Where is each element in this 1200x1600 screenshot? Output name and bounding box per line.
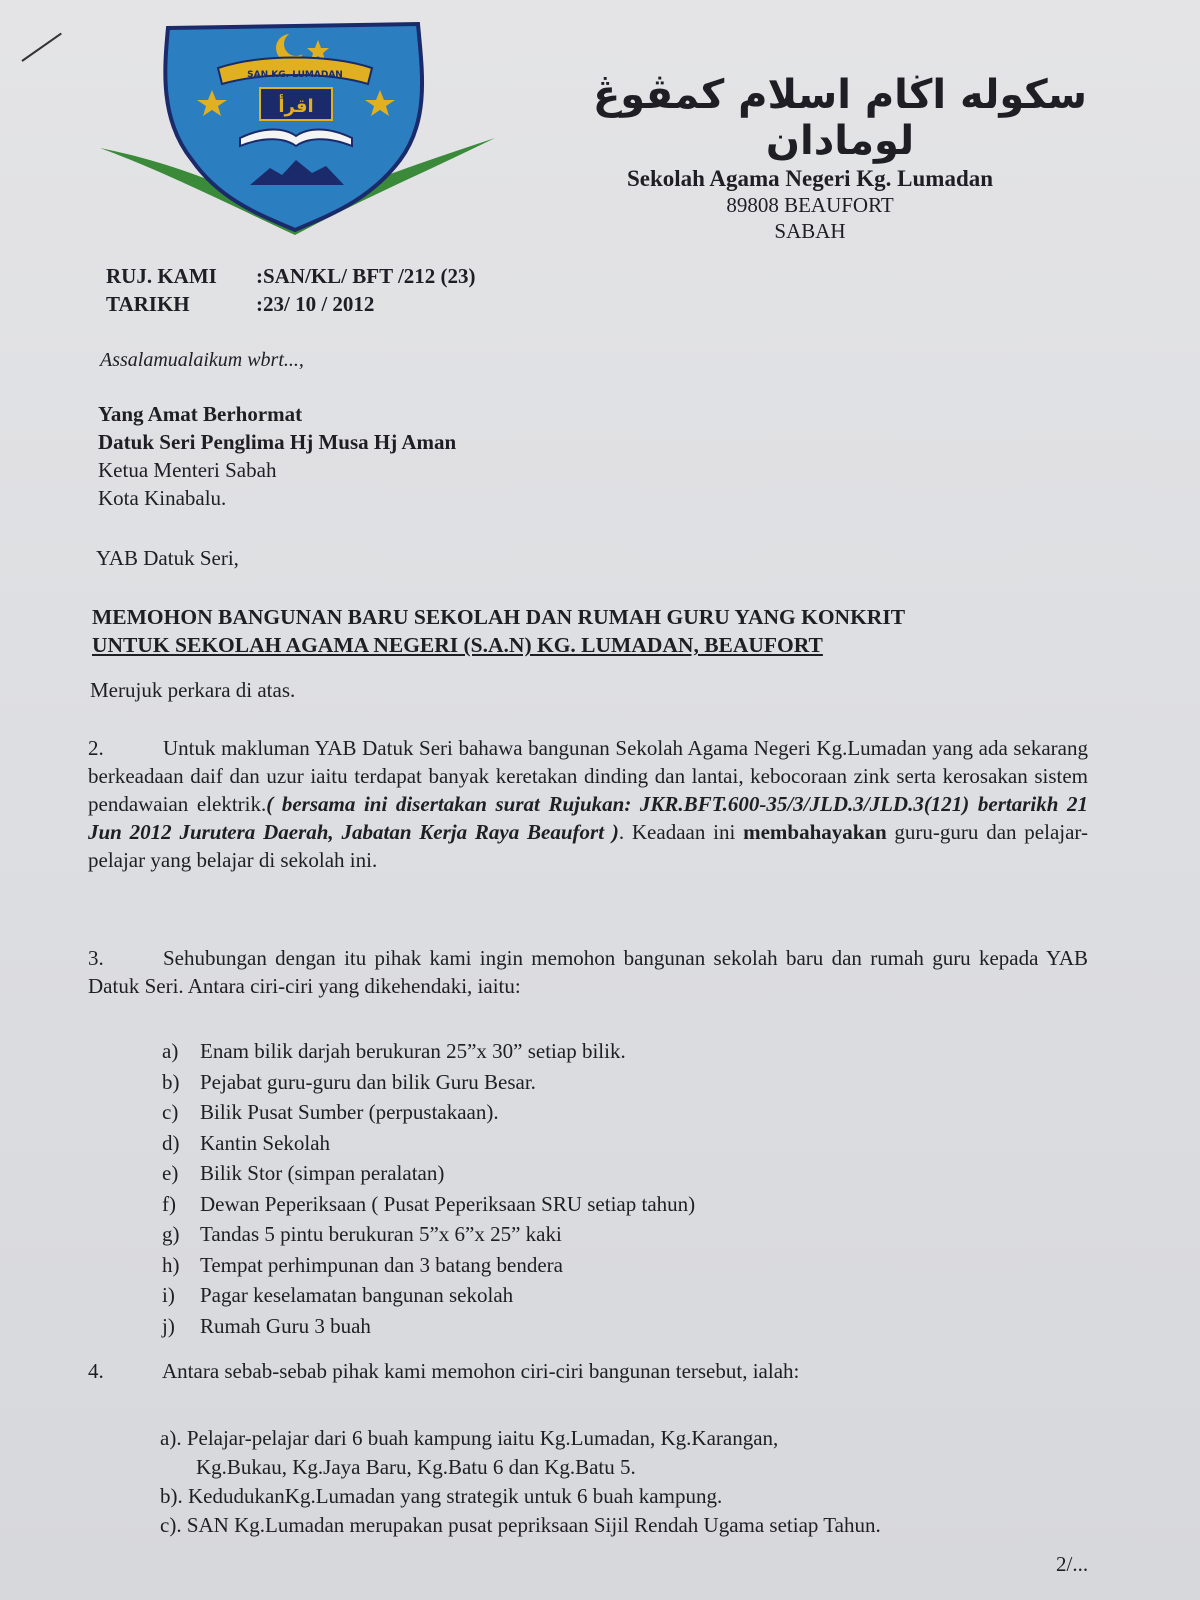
list-item: h) Tempat perhimpunan dan 3 batang bendera bbox=[162, 1252, 563, 1277]
list-item: j) Rumah Guru 3 buah bbox=[162, 1313, 371, 1338]
para4-text: Antara sebab-sebab pihak kami memohon ciri-ciri bangunan tersebut, ialah: bbox=[162, 1359, 800, 1383]
school-name: Sekolah Agama Negeri Kg. Lumadan bbox=[626, 166, 994, 191]
subject-heading bbox=[92, 603, 905, 659]
date-value: :23/ 10 / 2012 bbox=[256, 292, 375, 316]
ref-label: RUJ. KAMI bbox=[106, 264, 217, 288]
paragraph-4 bbox=[88, 1359, 799, 1384]
para2-text3: guru-guru dan pelajar-pelajar yang belajar di sekolah ini. bbox=[88, 820, 1089, 872]
para2-italic-reference: ( bersama ini disertakan surat Rujukan: JKR.BFT.600-35/3/JLD.3/JLD.3(121) bertarikh 21 Jun 2012 Jurutera Daerah, Jabatan Kerja Raya Beaufort ) bbox=[88, 792, 1088, 844]
reference-block bbox=[106, 262, 476, 318]
reference-line: Merujuk perkara di atas. bbox=[90, 678, 296, 702]
pen-mark bbox=[21, 33, 61, 62]
addressee-line1: Yang Amat Berhormat bbox=[98, 402, 303, 426]
reason-a-line1: a). Pelajar-pelajar dari 6 buah kampung iaitu Kg.Lumadan, Kg.Karangan, bbox=[160, 1426, 779, 1450]
reason-c: c). SAN Kg.Lumadan merupakan pusat pepriksaan Sijil Rendah Ugama setiap Tahun. bbox=[160, 1513, 881, 1537]
list-item: c) Bilik Pusat Sumber (perpustakaan). bbox=[162, 1100, 499, 1124]
page-number: 2/... bbox=[1056, 1552, 1089, 1576]
crest-emblem-text: اقرأ bbox=[278, 96, 314, 117]
reason-a-line2: Kg.Bukau, Kg.Jaya Baru, Kg.Batu 6 dan Kg.Batu 5. bbox=[196, 1455, 636, 1479]
reason-b: b). KedudukanKg.Lumadan yang strategik untuk 6 buah kampung. bbox=[160, 1484, 723, 1508]
para2-text1: Untuk makluman YAB Datuk Seri bahawa bangunan Sekolah Agama Negeri Kg.Lumadan yang ada sekarang berkeadaan daif dan uzur iaitu terdapat banyak keretakan dinding dan lantai, kebocoraan zink serta kerosakan sistem pendawaian elektrik. bbox=[88, 736, 1088, 816]
paragraph-2 bbox=[88, 734, 1088, 874]
ref-value: :SAN/KL/ BFT /212 (23) bbox=[256, 264, 476, 288]
addressee-line2: Datuk Seri Penglima Hj Musa Hj Aman bbox=[98, 430, 457, 454]
school-address-line1: 89808 BEAUFORT bbox=[726, 193, 894, 217]
list-item: i) Pagar keselamatan bangunan sekolah bbox=[162, 1283, 514, 1307]
para2-number: 2. bbox=[88, 736, 104, 760]
para3-number: 3. bbox=[88, 946, 104, 970]
salutation: YAB Datuk Seri, bbox=[96, 546, 239, 570]
crest-banner-text: SAN KG. LUMADAN bbox=[247, 70, 343, 80]
list-item: d) Kantin Sekolah bbox=[162, 1130, 331, 1155]
addressee-line4: Kota Kinabalu. bbox=[98, 486, 227, 510]
requirements-list bbox=[162, 1036, 695, 1341]
school-name-jawi: سكوله اڬام اسلام كمڤوڠ لومادان bbox=[592, 72, 1088, 164]
addressee-line3: Ketua Menteri Sabah bbox=[98, 458, 277, 482]
greeting: Assalamualaikum wbrt..., bbox=[100, 349, 304, 371]
school-crest-logo bbox=[100, 10, 500, 240]
para4-number: 4. bbox=[88, 1359, 104, 1383]
list-item: b) Pejabat guru-guru dan bilik Guru Besar. bbox=[162, 1069, 536, 1094]
list-item: a) Enam bilik darjah berukuran 25”x 30” setiap bilik. bbox=[162, 1039, 626, 1063]
subject-line2: UNTUK SEKOLAH AGAMA NEGERI (S.A.N) KG. LUMADAN, BEAUFORT bbox=[92, 633, 823, 657]
list-item: g) Tandas 5 pintu berukuran 5”x 6”x 25” kaki bbox=[162, 1222, 562, 1246]
list-item: f) Dewan Peperiksaan ( Pusat Peperiksaan SRU setiap tahun) bbox=[162, 1191, 696, 1216]
school-address-line2: SABAH bbox=[774, 219, 846, 243]
para3-text: Sehubungan dengan itu pihak kami ingin memohon bangunan sekolah baru dan rumah guru kepada YAB Datuk Seri. Antara ciri-ciri yang dikehendaki, iaitu: bbox=[88, 946, 1088, 998]
reasons-list bbox=[160, 1424, 881, 1540]
paragraph-3 bbox=[88, 944, 1088, 1000]
subject-line1: MEMOHON BANGUNAN BARU SEKOLAH DAN RUMAH GURU YANG KONKRIT bbox=[92, 605, 906, 629]
list-item: e) Bilik Stor (simpan peralatan) bbox=[162, 1161, 445, 1185]
para2-text2: . Keadaan ini bbox=[618, 820, 744, 844]
addressee-block bbox=[98, 400, 456, 512]
para2-bold-word: membahayakan bbox=[743, 820, 887, 844]
date-label: TARIKH bbox=[106, 292, 190, 316]
school-heading bbox=[540, 72, 1088, 244]
